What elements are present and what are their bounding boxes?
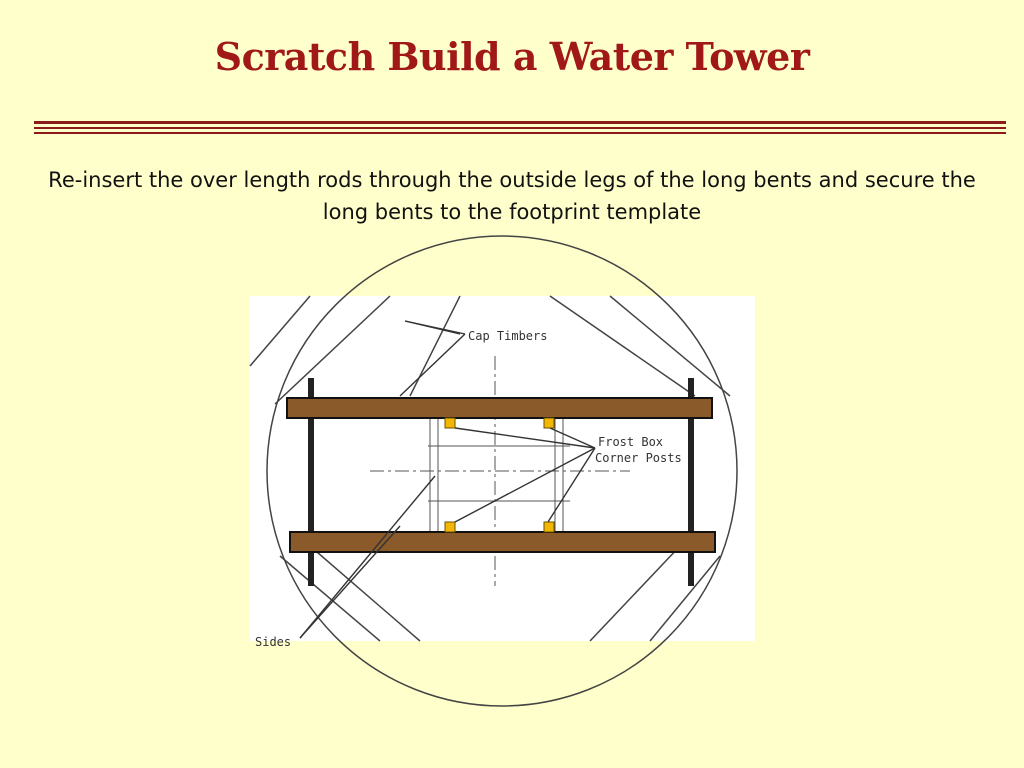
frost-box-outline xyxy=(428,418,570,532)
title-divider-line xyxy=(34,132,1006,134)
label-frost-box: Frost Box xyxy=(598,435,664,449)
top-long-bent-timber xyxy=(287,398,712,418)
leader-arrows xyxy=(300,321,595,638)
label-sides-partial: Sides xyxy=(255,635,292,649)
slide-title: Scratch Build a Water Tower xyxy=(214,34,810,79)
diagonal-braces xyxy=(250,296,730,641)
diagram-svg xyxy=(250,296,755,649)
bottom-long-bent-timber xyxy=(290,532,715,552)
title-divider-line xyxy=(34,121,1006,124)
label-cap-timbers: Cap Timbers xyxy=(468,329,548,343)
water-tower-diagram xyxy=(250,296,755,649)
frost-box-corner-posts xyxy=(445,418,554,532)
slide-body-text: Re-insert the over length rods through the outside legs of the long bents and secure the long bents to the footprint template xyxy=(48,168,976,224)
label-corner-posts: Corner Posts xyxy=(595,451,682,465)
title-divider-line xyxy=(34,127,1006,129)
